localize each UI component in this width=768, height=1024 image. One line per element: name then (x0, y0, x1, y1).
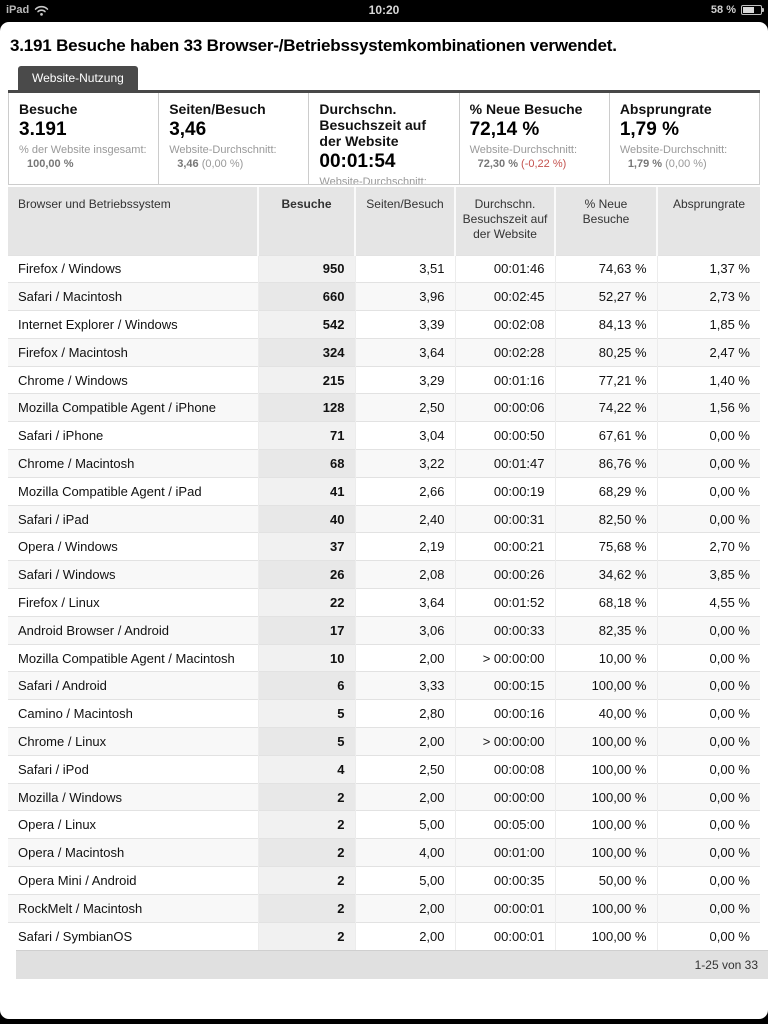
cell-neue-besuche: 68,29 % (555, 477, 657, 505)
cell-browser-os: Mozilla Compatible Agent / iPhone (8, 394, 258, 422)
table-row[interactable] (8, 338, 760, 366)
table-header-row (8, 187, 760, 255)
cell-besuchszeit: 00:00:35 (455, 867, 555, 895)
cell-absprungrate: 1,37 % (657, 255, 760, 283)
metric-sublabel: % der Website insgesamt: (19, 144, 147, 156)
table-row[interactable] (8, 533, 760, 561)
cell-besuchszeit: 00:00:15 (455, 672, 555, 700)
metric-subvalue: 72,30 % (477, 158, 518, 170)
table-row[interactable] (8, 283, 760, 311)
cell-besuchszeit: 00:01:46 (455, 255, 555, 283)
cell-absprungrate: 0,00 % (657, 644, 760, 672)
cell-besuchszeit: 00:00:33 (455, 616, 555, 644)
cell-besuchszeit: 00:01:47 (455, 450, 555, 478)
cell-besuchszeit: 00:00:31 (455, 505, 555, 533)
report-panel (0, 22, 768, 1019)
cell-besuchszeit: > 00:00:00 (455, 728, 555, 756)
cell-besuchszeit: 00:02:08 (455, 311, 555, 339)
table-row[interactable] (8, 422, 760, 450)
cell-absprungrate: 3,85 % (657, 561, 760, 589)
metric-subtext (169, 143, 298, 171)
metric-value: 1,79 % (619, 119, 679, 140)
cell-seiten-besuch: 3,22 (355, 450, 455, 478)
col-header-neue-besuche[interactable]: % Neue Besuche (555, 187, 657, 255)
metric-label: Absprungrate (619, 101, 712, 117)
cell-besuche: 215 (258, 366, 355, 394)
cell-neue-besuche: 77,21 % (555, 366, 657, 394)
metric-value: 3,46 (169, 119, 207, 140)
cell-browser-os: Chrome / Linux (8, 728, 258, 756)
cell-browser-os: Mozilla Compatible Agent / Macintosh (8, 644, 258, 672)
cell-besuchszeit: 00:05:00 (455, 811, 555, 839)
metric-subtext (470, 143, 599, 171)
cell-besuchszeit: 00:00:01 (455, 922, 555, 950)
cell-besuchszeit: 00:00:26 (455, 561, 555, 589)
cell-browser-os: Android Browser / Android (8, 616, 258, 644)
cell-besuche: 2 (258, 839, 355, 867)
metric-value: 00:01:54 (319, 151, 396, 172)
table-row[interactable] (8, 505, 760, 533)
metric-card (609, 93, 759, 184)
cell-absprungrate: 0,00 % (657, 783, 760, 811)
cell-browser-os: Safari / Android (8, 672, 258, 700)
cell-neue-besuche: 75,68 % (555, 533, 657, 561)
cell-browser-os: Firefox / Macintosh (8, 338, 258, 366)
cell-absprungrate: 0,00 % (657, 477, 760, 505)
table-row[interactable] (8, 783, 760, 811)
col-header-seiten-besuch[interactable]: Seiten/Besuch (355, 187, 455, 255)
cell-neue-besuche: 10,00 % (555, 644, 657, 672)
metric-card (308, 93, 458, 184)
table-row[interactable] (8, 589, 760, 617)
cell-besuche: 5 (258, 728, 355, 756)
cell-besuchszeit: 00:01:52 (455, 589, 555, 617)
cell-neue-besuche: 100,00 % (555, 728, 657, 756)
table-row[interactable] (8, 366, 760, 394)
cell-neue-besuche: 67,61 % (555, 422, 657, 450)
cell-besuche: 2 (258, 867, 355, 895)
cell-besuchszeit: 00:02:28 (455, 338, 555, 366)
cell-besuche: 41 (258, 477, 355, 505)
metric-label: Seiten/Besuch (169, 101, 266, 117)
cell-neue-besuche: 86,76 % (555, 450, 657, 478)
cell-absprungrate: 4,55 % (657, 589, 760, 617)
cell-neue-besuche: 100,00 % (555, 672, 657, 700)
cell-absprungrate: 2,73 % (657, 283, 760, 311)
cell-besuchszeit: 00:00:06 (455, 394, 555, 422)
table-row[interactable] (8, 811, 760, 839)
table-row[interactable] (8, 644, 760, 672)
cell-besuche: 2 (258, 922, 355, 950)
cell-seiten-besuch: 3,04 (355, 422, 455, 450)
cell-seiten-besuch: 2,40 (355, 505, 455, 533)
cell-seiten-besuch: 2,00 (355, 728, 455, 756)
cell-absprungrate: 2,70 % (657, 533, 760, 561)
cell-besuchszeit: 00:01:16 (455, 366, 555, 394)
cell-absprungrate: 0,00 % (657, 922, 760, 950)
cell-seiten-besuch: 3,51 (355, 255, 455, 283)
table-row[interactable] (8, 255, 760, 283)
table-row[interactable] (8, 450, 760, 478)
cell-seiten-besuch: 2,66 (355, 477, 455, 505)
col-header-besuche[interactable]: Besuche (258, 187, 355, 255)
cell-neue-besuche: 100,00 % (555, 839, 657, 867)
cell-absprungrate: 0,00 % (657, 867, 760, 895)
cell-seiten-besuch: 3,33 (355, 672, 455, 700)
cell-neue-besuche: 74,22 % (555, 394, 657, 422)
cell-besuche: 6 (258, 672, 355, 700)
cell-browser-os: Chrome / Windows (8, 366, 258, 394)
table-row[interactable] (8, 616, 760, 644)
metric-subtext (19, 143, 148, 171)
cell-browser-os: Mozilla / Windows (8, 783, 258, 811)
cell-browser-os: Chrome / Macintosh (8, 450, 258, 478)
cell-absprungrate: 2,47 % (657, 338, 760, 366)
tab-website-nutzung[interactable]: Website-Nutzung (18, 66, 138, 90)
cell-besuche: 40 (258, 505, 355, 533)
cell-neue-besuche: 82,50 % (555, 505, 657, 533)
cell-browser-os: Safari / iPod (8, 755, 258, 783)
pagination-bar (16, 950, 768, 979)
cell-besuchszeit: 00:00:16 (455, 700, 555, 728)
browser-os-table (8, 187, 760, 979)
table-row[interactable] (8, 561, 760, 589)
cell-besuche: 17 (258, 616, 355, 644)
status-bar (0, 0, 768, 20)
metric-subvalue: 100,00 % (27, 158, 74, 170)
cell-neue-besuche: 52,27 % (555, 283, 657, 311)
cell-browser-os: Firefox / Linux (8, 589, 258, 617)
tab-bar (0, 66, 768, 90)
cell-absprungrate: 0,00 % (657, 616, 760, 644)
col-header-browser-os[interactable]: Browser und Betriebssystem (8, 187, 258, 255)
col-header-besuchszeit[interactable]: Durchschn. Besuchszeit auf der Website (455, 187, 555, 255)
cell-seiten-besuch: 3,96 (355, 283, 455, 311)
page-title: 3.191 Besuche haben 33 Browser-/Betriebssystemkombinationen verwendet. (10, 36, 617, 55)
cell-besuche: 950 (258, 255, 355, 283)
cell-seiten-besuch: 5,00 (355, 867, 455, 895)
cell-besuchszeit: 00:00:19 (455, 477, 555, 505)
cell-besuche: 26 (258, 561, 355, 589)
table-row[interactable] (8, 922, 760, 950)
cell-besuchszeit: 00:00:01 (455, 894, 555, 922)
cell-seiten-besuch: 2,80 (355, 700, 455, 728)
device-label: iPad (6, 4, 30, 16)
metric-delta: (0,00 %) (665, 158, 707, 170)
cell-neue-besuche: 100,00 % (555, 922, 657, 950)
cell-seiten-besuch: 2,50 (355, 755, 455, 783)
metric-card (459, 93, 609, 184)
metric-card (9, 93, 158, 184)
metric-label: Durchschn. Besuchszeit auf der Website (319, 101, 426, 149)
cell-browser-os: Opera / Macintosh (8, 839, 258, 867)
cell-browser-os: Safari / iPad (8, 505, 258, 533)
metric-delta: (-0,22 %) (521, 158, 567, 170)
cell-neue-besuche: 100,00 % (555, 894, 657, 922)
cell-besuchszeit: 00:01:00 (455, 839, 555, 867)
cell-neue-besuche: 84,13 % (555, 311, 657, 339)
cell-besuche: 660 (258, 283, 355, 311)
table-row[interactable] (8, 700, 760, 728)
cell-absprungrate: 0,00 % (657, 422, 760, 450)
clock: 10:20 (368, 3, 400, 17)
metric-sublabel: Website-Durchschnitt: (169, 144, 277, 156)
cell-besuche: 542 (258, 311, 355, 339)
metric-subvalue: 3,46 (177, 158, 199, 170)
metric-sublabel: Website-Durchschnitt: (469, 144, 577, 156)
metric-label: Besuche (19, 101, 78, 117)
cell-seiten-besuch: 3,39 (355, 311, 455, 339)
cell-browser-os: Internet Explorer / Windows (8, 311, 258, 339)
cell-neue-besuche: 40,00 % (555, 700, 657, 728)
battery-icon (741, 5, 762, 15)
metric-subtext (620, 143, 749, 171)
cell-seiten-besuch: 3,64 (355, 338, 455, 366)
metric-subtext (319, 175, 448, 184)
cell-besuche: 2 (258, 811, 355, 839)
table-row[interactable] (8, 311, 760, 339)
cell-seiten-besuch: 3,29 (355, 366, 455, 394)
cell-neue-besuche: 100,00 % (555, 755, 657, 783)
table-row[interactable] (8, 894, 760, 922)
cell-besuche: 71 (258, 422, 355, 450)
cell-besuche: 2 (258, 894, 355, 922)
cell-neue-besuche: 80,25 % (555, 338, 657, 366)
cell-seiten-besuch: 2,19 (355, 533, 455, 561)
pagination-label: 1-25 von 33 (694, 957, 758, 972)
cell-besuche: 324 (258, 338, 355, 366)
cell-besuchszeit: 00:00:50 (455, 422, 555, 450)
cell-besuche: 37 (258, 533, 355, 561)
cell-seiten-besuch: 2,50 (355, 394, 455, 422)
cell-besuche: 22 (258, 589, 355, 617)
cell-browser-os: Safari / Macintosh (8, 283, 258, 311)
cell-seiten-besuch: 2,00 (355, 922, 455, 950)
cell-besuche: 5 (258, 700, 355, 728)
table-row[interactable] (8, 867, 760, 895)
cell-absprungrate: 1,85 % (657, 311, 760, 339)
cell-absprungrate: 0,00 % (657, 505, 760, 533)
metric-sublabel: Website-Durchschnitt: (319, 176, 427, 184)
battery-percent-label: 58 % (710, 4, 736, 16)
metric-delta: (0,00 %) (201, 158, 244, 170)
cell-seiten-besuch: 2,08 (355, 561, 455, 589)
metrics-summary (8, 93, 760, 185)
cell-seiten-besuch: 4,00 (355, 839, 455, 867)
cell-besuchszeit: 00:00:00 (455, 783, 555, 811)
table-row[interactable] (8, 839, 760, 867)
metric-subvalue: 1,79 % (627, 158, 663, 170)
cell-browser-os: Safari / SymbianOS (8, 922, 258, 950)
metric-label: % Neue Besuche (469, 101, 583, 117)
cell-neue-besuche: 82,35 % (555, 616, 657, 644)
cell-absprungrate: 1,56 % (657, 394, 760, 422)
cell-browser-os: Safari / Windows (8, 561, 258, 589)
table-row[interactable] (8, 477, 760, 505)
cell-besuchszeit: 00:02:45 (455, 283, 555, 311)
cell-absprungrate: 0,00 % (657, 728, 760, 756)
cell-neue-besuche: 100,00 % (555, 783, 657, 811)
cell-absprungrate: 0,00 % (657, 755, 760, 783)
cell-absprungrate: 0,00 % (657, 700, 760, 728)
cell-besuchszeit: > 00:00:00 (455, 644, 555, 672)
cell-absprungrate: 0,00 % (657, 811, 760, 839)
cell-browser-os: Firefox / Windows (8, 255, 258, 283)
cell-seiten-besuch: 2,00 (355, 783, 455, 811)
cell-absprungrate: 1,40 % (657, 366, 760, 394)
cell-besuchszeit: 00:00:21 (455, 533, 555, 561)
cell-browser-os: RockMelt / Macintosh (8, 894, 258, 922)
metric-card (158, 93, 308, 184)
metric-value: 3.191 (19, 119, 67, 140)
cell-browser-os: Camino / Macintosh (8, 700, 258, 728)
cell-seiten-besuch: 2,00 (355, 894, 455, 922)
table-row[interactable] (8, 755, 760, 783)
cell-besuche: 2 (258, 783, 355, 811)
cell-browser-os: Safari / iPhone (8, 422, 258, 450)
cell-neue-besuche: 74,63 % (555, 255, 657, 283)
cell-browser-os: Opera / Linux (8, 811, 258, 839)
cell-seiten-besuch: 2,00 (355, 644, 455, 672)
cell-absprungrate: 0,00 % (657, 894, 760, 922)
cell-besuche: 4 (258, 755, 355, 783)
cell-browser-os: Opera Mini / Android (8, 867, 258, 895)
cell-besuche: 128 (258, 394, 355, 422)
table-row[interactable] (8, 672, 760, 700)
cell-absprungrate: 0,00 % (657, 839, 760, 867)
cell-seiten-besuch: 3,64 (355, 589, 455, 617)
col-header-absprungrate[interactable]: Absprungrate (657, 187, 760, 255)
cell-besuche: 68 (258, 450, 355, 478)
cell-seiten-besuch: 3,06 (355, 616, 455, 644)
cell-neue-besuche: 68,18 % (555, 589, 657, 617)
cell-besuchszeit: 00:00:08 (455, 755, 555, 783)
table-row[interactable] (8, 394, 760, 422)
cell-browser-os: Opera / Windows (8, 533, 258, 561)
cell-neue-besuche: 50,00 % (555, 867, 657, 895)
cell-absprungrate: 0,00 % (657, 672, 760, 700)
cell-seiten-besuch: 5,00 (355, 811, 455, 839)
cell-neue-besuche: 100,00 % (555, 811, 657, 839)
cell-browser-os: Mozilla Compatible Agent / iPad (8, 477, 258, 505)
cell-absprungrate: 0,00 % (657, 450, 760, 478)
metric-value: 72,14 % (469, 119, 540, 140)
cell-neue-besuche: 34,62 % (555, 561, 657, 589)
table-row[interactable] (8, 728, 760, 756)
metric-sublabel: Website-Durchschnitt: (619, 144, 728, 156)
cell-besuche: 10 (258, 644, 355, 672)
